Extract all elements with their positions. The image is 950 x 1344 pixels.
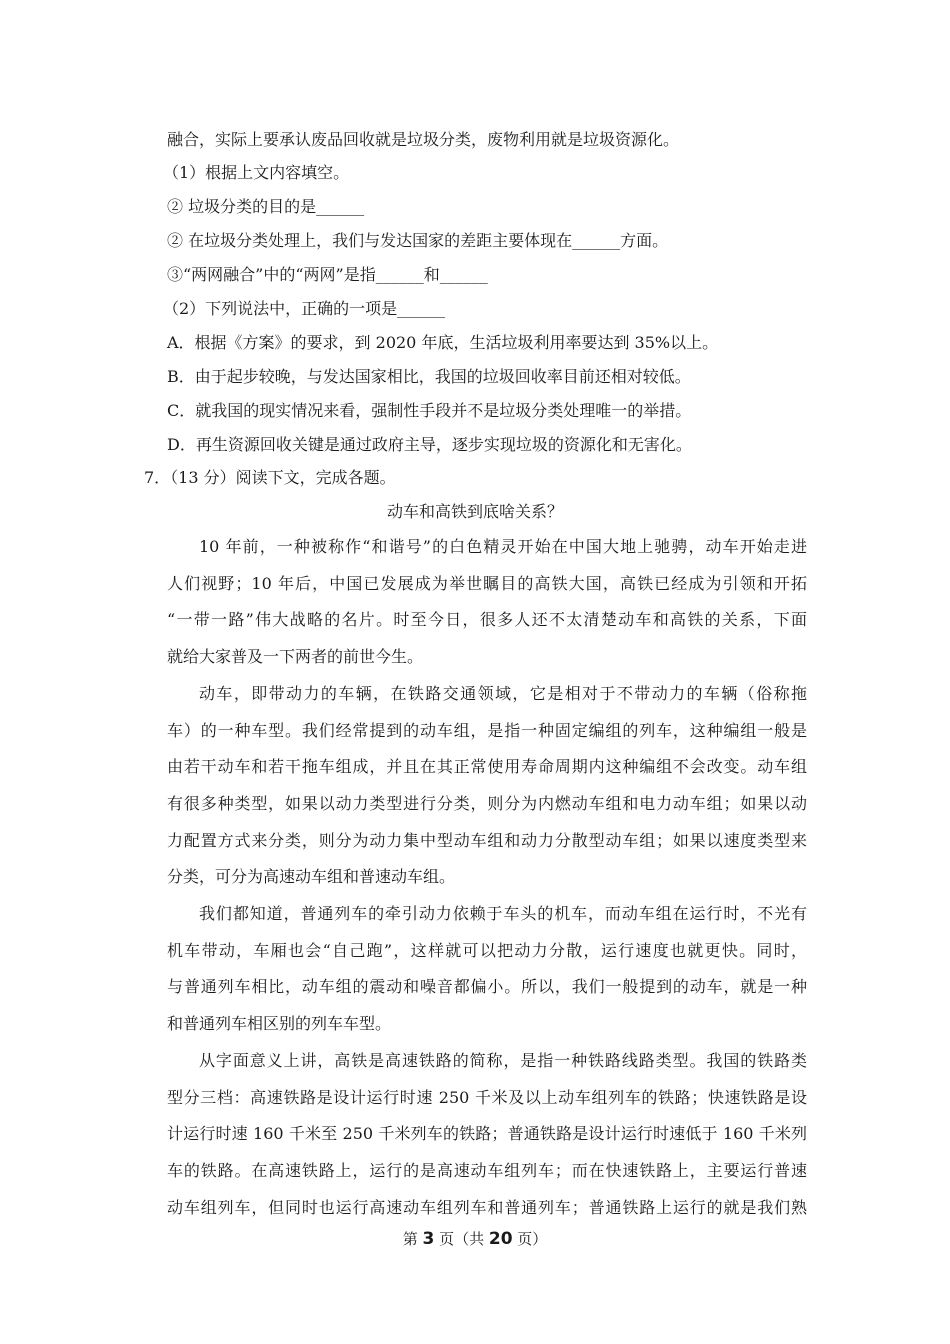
footer-prefix: 第 [402, 1230, 423, 1248]
footer-suffix: 页） [512, 1230, 548, 1248]
paragraph-line: 有很多种类型，如果以动力类型进行分类，则分为内燃动车组和电力动车组；如果以动 [167, 794, 807, 813]
page-footer [0, 1228, 950, 1249]
text-line: 融合，实际上要承认废品回收就是垃圾分类，废物利用就是垃圾资源化。 [167, 130, 680, 149]
paragraph-line: 力配置方式来分类，则分为动力集中型动车组和动力分散型动车组；如果以速度类型来 [167, 831, 807, 850]
paragraph-line: 型分三档：高速铁路是设计运行时速 250 千米及以上动车组列车的铁路；快速铁路是设 [167, 1088, 807, 1107]
article-title: 动车和高铁到底啥关系？ [386, 502, 563, 521]
text-line: （2）下列说法中，正确的一项是______ [163, 299, 446, 318]
paragraph-line: “一带一路”伟大战略的名片。时至今日，很多人还不太清楚动车和高铁的关系，下面 [167, 610, 807, 629]
paragraph-line: 分类，可分为高速动车组和普速动车组。 [167, 867, 456, 886]
text-line: B．由于起步较晚，与发达国家相比，我国的垃圾回收率目前还相对较低。 [167, 367, 691, 386]
footer-page-number: 3 [422, 1229, 435, 1249]
paragraph-line: 车的铁路。在高速铁路上，运行的是高速动车组列车；而在快速铁路上，主要运行普速 [167, 1161, 807, 1180]
paragraph-line: 动车组列车，但同时也运行高速动车组列车和普通列车；普通铁路上运行的就是我们熟 [167, 1198, 807, 1217]
paragraph-line: 人们视野；10 年后，中国已发展成为举世瞩目的高铁大国，高铁已经成为引领和开拓 [167, 574, 807, 593]
paragraph-line: 就给大家普及一下两者的前世今生。 [167, 647, 424, 666]
text-line: C．就我国的现实情况来看，强制性手段并不是垃圾分类处理唯一的举措。 [167, 401, 692, 420]
paragraph-line: 机车带动，车厢也会“自己跑”，这样就可以把动力分散，运行速度也就更快。同时， [167, 941, 807, 960]
text-line: A．根据《方案》的要求，到 2020 年底，生活垃圾利用率要达到 35%以上。 [167, 333, 719, 352]
paragraph-line: 计运行时速 160 千米至 250 千米列车的铁路；普通铁路是设计运行时速低于 160 千米列 [167, 1124, 807, 1143]
paragraph-line: 从字面意义上讲，高铁是高速铁路的简称，是指一种铁路线路类型。我国的铁路类 [199, 1051, 807, 1070]
paragraph-line: 我们都知道，普通列车的牵引动力依赖于车头的机车，而动车组在运行时，不光有 [199, 904, 807, 923]
text-line: ② 垃圾分类的目的是______ [167, 197, 365, 216]
paragraph-line: 和普通列车相区别的列车车型。 [167, 1014, 392, 1033]
paragraph-line: 由若干动车和若干拖车组成，并且在其正常使用寿命周期内这种编组不会改变。动车组 [167, 757, 807, 776]
text-line: ③“两网融合”中的“两网”是指______和______ [167, 265, 488, 284]
paragraph-line: 车）的一种车型。我们经常提到的动车组，是指一种固定编组的列车，这种编组一般是 [167, 721, 807, 740]
paragraph-line: 与普通列车相比，动车组的震动和噪音都偏小。所以，我们一般提到的动车，就是一种 [167, 977, 807, 996]
footer-total-pages: 20 [488, 1229, 513, 1249]
text-line: （1）根据上文内容填空。 [163, 163, 350, 182]
paragraph-line: 动车，即带动力的车辆，在铁路交通领域，它是相对于不带动力的车辆（俗称拖 [199, 684, 807, 703]
footer-middle: 页（共 [434, 1230, 489, 1248]
text-line: D．再生资源回收关键是通过政府主导，逐步实现垃圾的资源化和无害化。 [167, 435, 692, 454]
text-line: ② 在垃圾分类处理上，我们与发达国家的差距主要体现在______方面。 [167, 231, 669, 250]
paragraph-line: 10 年前，一种被称作“和谐号”的白色精灵开始在中国大地上驰骋，动车开始走进 [199, 537, 807, 556]
question-7-heading: 7．（13 分）阅读下文，完成各题。 [144, 468, 396, 487]
